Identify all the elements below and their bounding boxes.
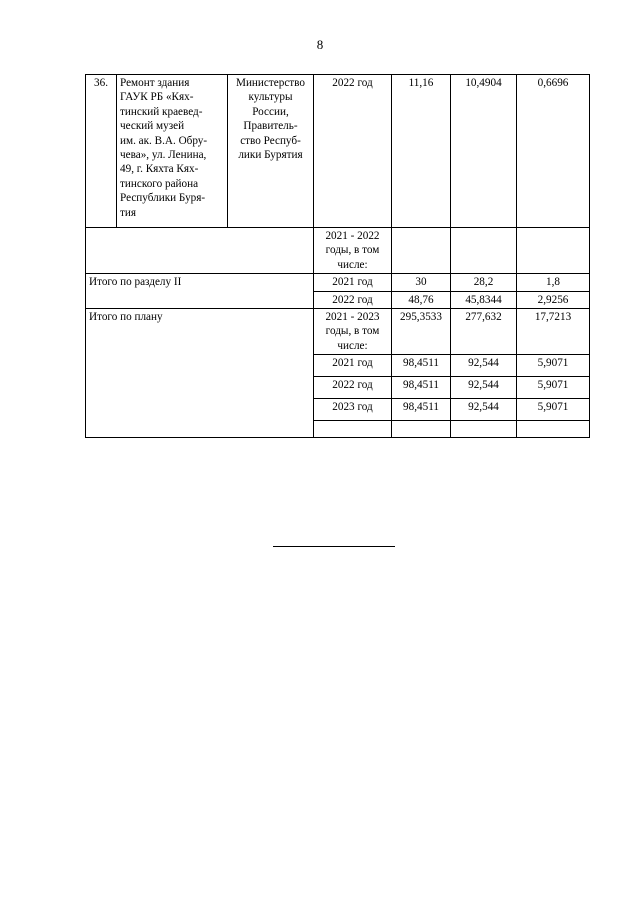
total-cell: 98,4511: [392, 399, 451, 421]
year-cell: 2023 год: [314, 399, 392, 421]
object-name-line: им. ак. В.А. Обру-: [120, 134, 208, 147]
empty-cell: [392, 421, 451, 438]
period-line: годы, в том: [325, 244, 380, 257]
total-cell: 48,76: [392, 291, 451, 308]
period-cell: [314, 309, 392, 355]
object-name-line: 49, г. Кяхта Кях-: [120, 163, 199, 176]
organization-line: лики Бурятия: [238, 149, 303, 162]
period-line: числе:: [337, 258, 368, 271]
regional-cell: 1,8: [517, 274, 590, 291]
year-cell: 2022 год: [314, 377, 392, 399]
federal-cell: 28,2: [451, 274, 517, 291]
regional-cell: 5,9071: [517, 377, 590, 399]
organization-line: ство Респуб-: [240, 134, 301, 147]
period-line: 2021 - 2023: [325, 311, 380, 324]
total-cell: 98,4511: [392, 377, 451, 399]
period-line: годы, в том: [325, 325, 380, 338]
organization-line: Министерство: [236, 77, 305, 89]
object-name-line: Ремонт здания: [120, 77, 190, 89]
table-row-plan-total: [86, 309, 590, 355]
empty-cell: [314, 421, 392, 438]
object-name-line: тинского района: [120, 177, 199, 190]
plan-total-label: Итого по плану: [86, 309, 314, 438]
federal-cell: 92,544: [451, 399, 517, 421]
empty-cell: [517, 228, 590, 274]
total-cell: 98,4511: [392, 355, 451, 377]
object-name: [117, 75, 228, 228]
section-total-label: Итого по разделу II: [86, 274, 314, 309]
year-cell: 2021 год: [314, 274, 392, 291]
total-cell: 295,3533: [392, 309, 451, 355]
empty-cell: [451, 421, 517, 438]
period-line: числе:: [337, 339, 368, 352]
responsible-organization: [228, 75, 314, 228]
object-name-line: Республики Буря-: [120, 192, 206, 205]
organization-line: культуры: [248, 91, 293, 104]
total-cell: 11,16: [392, 75, 451, 228]
federal-cell: 10,4904: [451, 75, 517, 228]
object-name-line: чева», ул. Ленина,: [120, 149, 207, 162]
object-name-line: ГАУК РБ «Кях-: [120, 91, 194, 104]
regional-cell: 0,6696: [517, 75, 590, 228]
table-row-section-total: [86, 274, 590, 291]
federal-cell: 45,8344: [451, 291, 517, 308]
regional-cell: 5,9071: [517, 355, 590, 377]
regional-cell: 5,9071: [517, 399, 590, 421]
total-cell: 30: [392, 274, 451, 291]
period-line: 2021 - 2022: [325, 230, 380, 242]
year-cell: 2021 год: [314, 355, 392, 377]
regional-cell: 17,7213: [517, 309, 590, 355]
end-of-document-line: [273, 546, 395, 547]
year-cell: 2022 год: [314, 291, 392, 308]
financing-table: [85, 74, 590, 438]
period-cell: [314, 228, 392, 274]
year-cell: 2022 год: [314, 75, 392, 228]
federal-cell: 92,544: [451, 355, 517, 377]
empty-cell: [392, 228, 451, 274]
object-name-line: тинский краевед-: [120, 105, 203, 118]
federal-cell: 92,544: [451, 377, 517, 399]
table-row-subtotal: [86, 228, 590, 274]
federal-cell: 277,632: [451, 309, 517, 355]
empty-cell: [517, 421, 590, 438]
page-number: 8: [316, 37, 324, 52]
row-number: 36.: [86, 75, 117, 228]
empty-cell: [451, 228, 517, 274]
object-name-line: ческий музей: [120, 120, 185, 133]
organization-line: России,: [252, 105, 289, 118]
regional-cell: 2,9256: [517, 291, 590, 308]
empty-cell: [86, 228, 314, 274]
table-row-36: [86, 75, 590, 228]
object-name-line: тия: [120, 206, 137, 219]
organization-line: Правитель-: [243, 120, 298, 133]
